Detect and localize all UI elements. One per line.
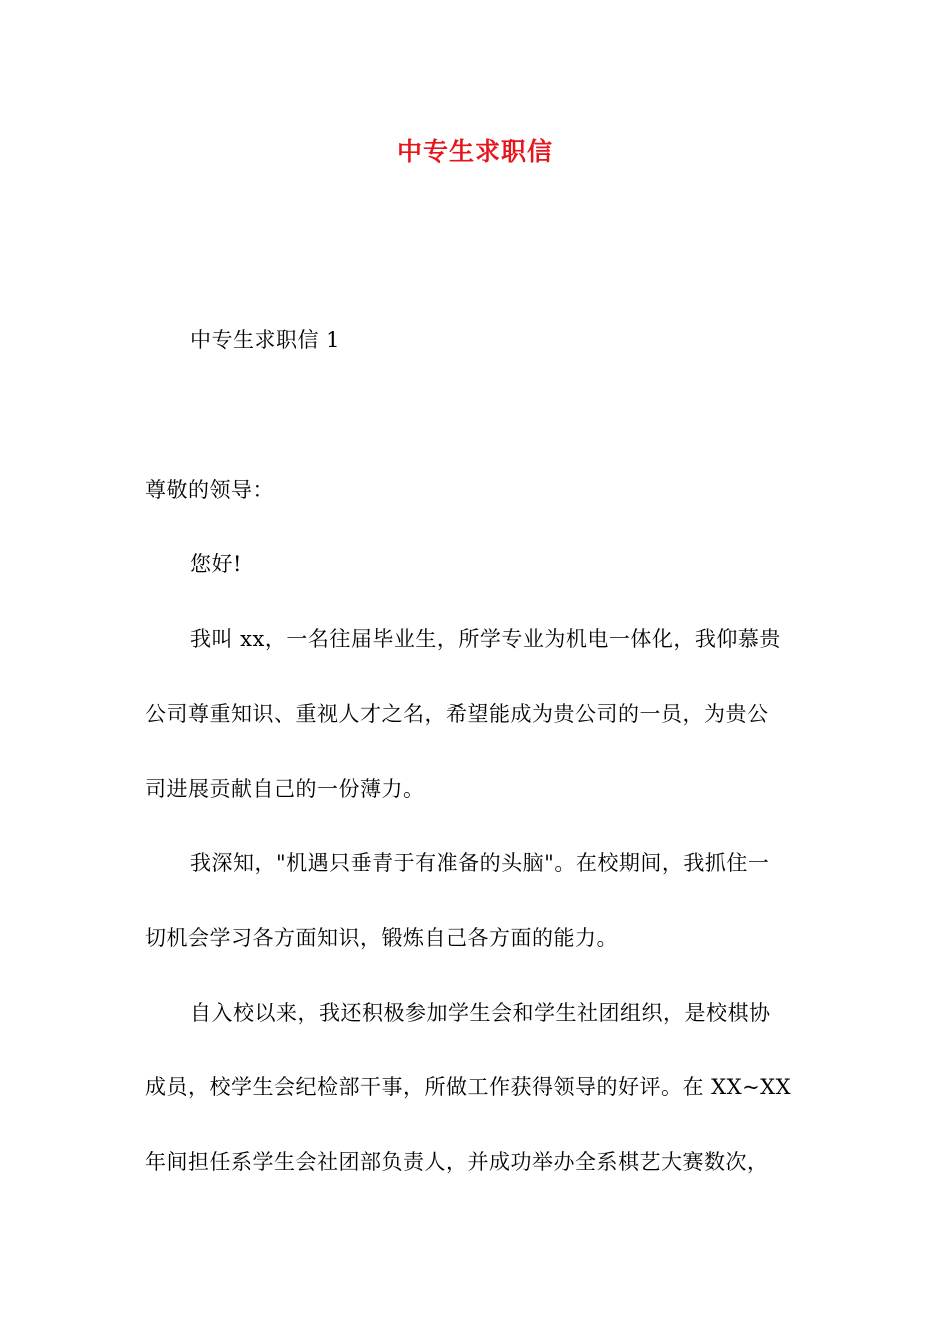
- paragraph-line: 切机会学习各方面知识，锻炼自己各方面的能力。: [145, 926, 618, 950]
- paragraph-line: 我深知，"机遇只垂青于有准备的头脑"。在校期间，我抓住一: [190, 851, 770, 875]
- paragraph-line: 司进展贡献自己的一份薄力。: [145, 777, 425, 801]
- salutation: 尊敬的领导：: [145, 478, 274, 502]
- paragraph-line: 自入校以来，我还积极参加学生会和学生社团组织，是校棋协: [190, 1001, 771, 1025]
- paragraph-line: 公司尊重知识、重视人才之名，希望能成为贵公司的一员，为贵公: [145, 702, 769, 726]
- paragraph-line: 我叫 xx，一名往届毕业生，所学专业为机电一体化，我仰慕贵: [190, 627, 781, 651]
- document-title: 中专生求职信: [396, 137, 553, 166]
- section-heading: 中专生求职信 1: [190, 328, 341, 352]
- paragraph-line: 成员，校学生会纪检部干事，所做工作获得领导的好评。在 XX~XX: [145, 1075, 792, 1099]
- paragraph-line: 年间担任系学生会社团部负责人，并成功举办全系棋艺大赛数次，: [145, 1150, 769, 1174]
- greeting: 您好!: [190, 552, 242, 576]
